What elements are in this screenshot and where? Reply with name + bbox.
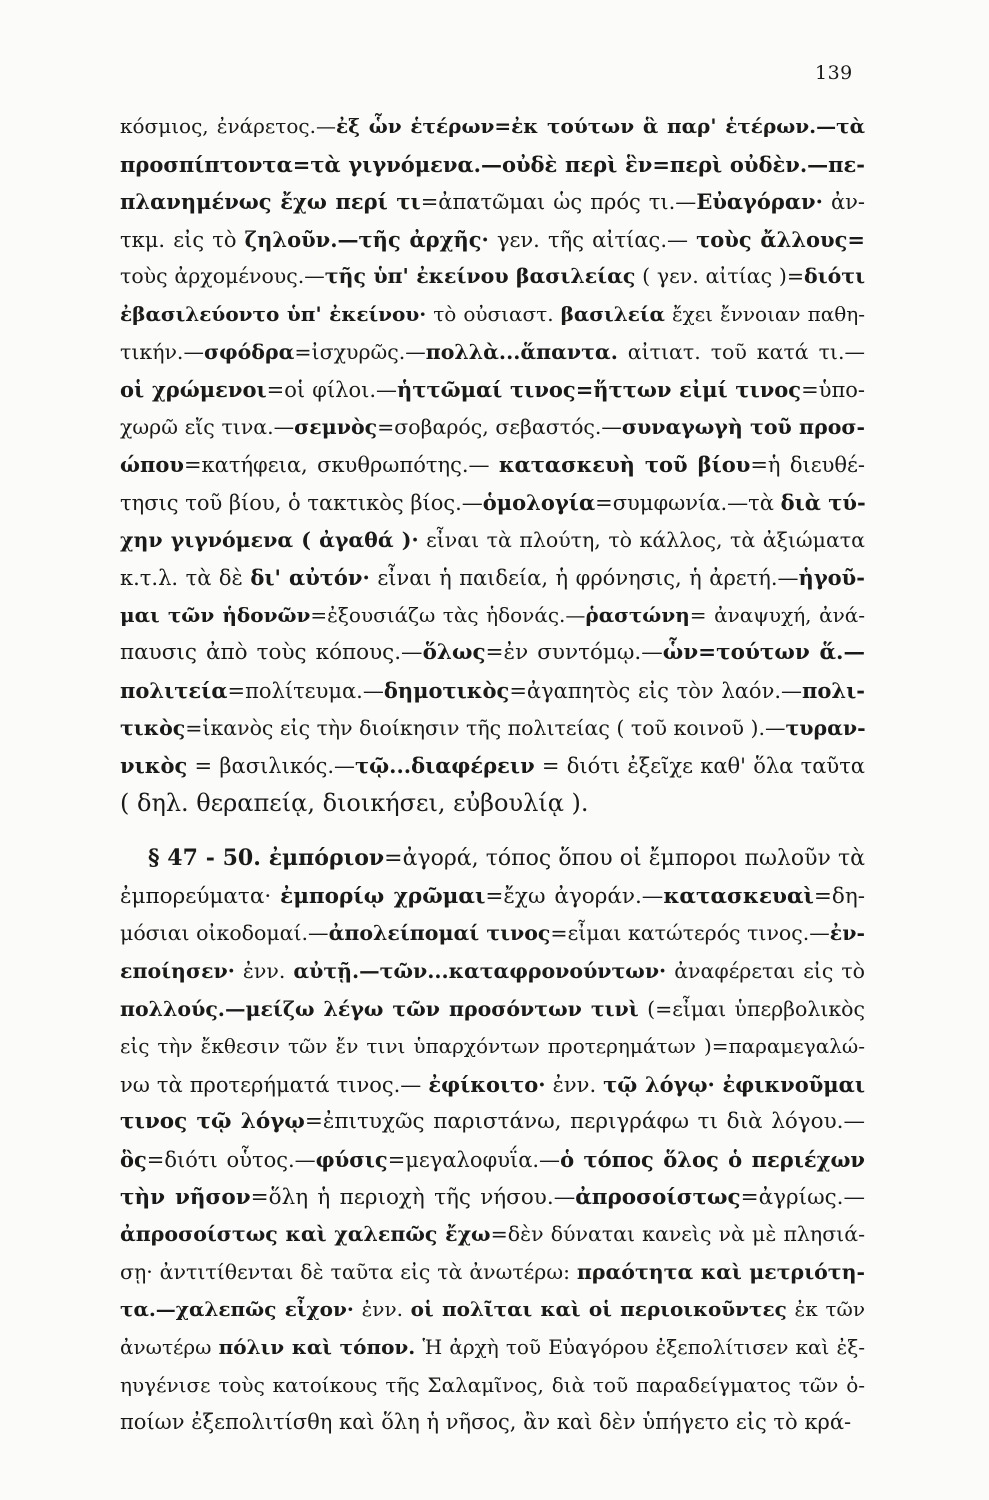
text-line — [120, 785, 865, 823]
text-line — [120, 484, 865, 522]
gloss-text: =ἀγρίως.— — [740, 1184, 865, 1210]
text-line — [120, 1141, 865, 1179]
bold-term: Εὐαγόραν· — [696, 189, 823, 215]
bold-term: τῷ λόγῳ· ἐφικνοῦμαι — [603, 1071, 866, 1097]
bold-term: διότι — [804, 264, 865, 289]
bold-term: βασιλεία — [560, 301, 665, 326]
bold-term: ἐβασιλεύοντο ὑπ' ἐκείνου· — [120, 301, 427, 326]
bold-term: δι' αὐτόν· — [250, 565, 370, 591]
gloss-text: χωρῶ εἴς τινα.— — [120, 414, 295, 439]
text-line — [120, 221, 865, 259]
text-line — [120, 710, 865, 748]
bold-term: οἱ πολῖται καὶ οἱ περιοικοῦντες — [410, 1297, 787, 1322]
text-line — [120, 991, 865, 1029]
text-line — [120, 672, 865, 710]
bold-term: χην γιγνόμενα ( ἀγαθά )· — [120, 527, 419, 552]
gloss-text: ἐνν. — [353, 1297, 411, 1322]
bold-term: πλανημένως ἔχω περί τι — [120, 189, 421, 215]
text-line — [120, 597, 865, 635]
bold-term: σεμνὸς — [294, 414, 378, 439]
paragraph-1 — [120, 108, 865, 822]
gloss-text: κόσμιος, ἐνάρετος.— — [120, 114, 336, 138]
gloss-text: εἶναι ἡ παιδεία, ἡ φρόνησις, ἡ ἀρετή.— — [369, 566, 799, 591]
bold-term: ώπου — [120, 452, 184, 478]
gloss-text: μόσιαι οἰκοδομαί.— — [120, 921, 329, 946]
gloss-text: =πολίτευμα.— — [227, 678, 384, 703]
text-line — [120, 1329, 865, 1367]
gloss-text: παυσις ἀπὸ τοὺς κόπους.— — [120, 640, 423, 666]
bold-term: πολι- — [802, 677, 865, 703]
bold-term: ὃς — [120, 1147, 147, 1173]
gloss-text: ἐνν. — [545, 1072, 604, 1097]
gloss-text: (=εἶμαι ὑπερβολικὸς — [638, 996, 865, 1021]
gloss-text: =σοβαρός, σεβαστός.— — [377, 414, 622, 439]
gloss-text: ( δηλ. θεραπείᾳ, διοικήσει, εὐβουλίᾳ ). — [120, 788, 589, 817]
gloss-text: νω τὰ προτερήματά τινος.— — [120, 1072, 429, 1097]
bold-term: συναγωγὴ τοῦ προσ- — [621, 414, 865, 439]
gloss-text: κ.τ.λ. τὰ δὲ — [120, 566, 251, 591]
bold-term: νικὸς — [120, 753, 188, 779]
bold-term: πολιτεία — [120, 677, 228, 703]
gloss-text: =δη- — [813, 883, 865, 909]
bold-term: αὐτῇ.—τῶν...καταφρονούντων· — [293, 959, 667, 984]
gloss-text: = διότι ἐξεῖχε καθ' ὅλα ταῦτα — [534, 754, 865, 779]
bold-term: ἐμπορίῳ χρῶμαι — [280, 883, 486, 909]
bold-term: δημοτικὸς — [383, 677, 510, 703]
text-line — [120, 953, 865, 991]
bold-term: τικὸς — [120, 715, 186, 740]
text-line — [120, 446, 865, 484]
bold-term: εποίησεν· — [120, 959, 235, 984]
bold-term: τα.—χαλεπῶς εἶχον· — [120, 1297, 354, 1322]
text-line — [120, 1028, 865, 1066]
bold-term: πραότητα καὶ μετριότη- — [576, 1259, 865, 1284]
gloss-text: =ὅλη ἡ περιοχὴ τῆς νήσου.— — [250, 1184, 576, 1210]
bold-term: μαι τῶν ἡδονῶν — [120, 602, 311, 627]
text-line — [120, 1066, 865, 1104]
bold-term: οἱ χρώμενοι — [120, 377, 267, 403]
text-line — [120, 146, 865, 184]
gloss-text: =οἱ φίλοι.— — [266, 378, 398, 403]
gloss-text: =δὲν δύναται κανεὶς νὰ μὲ πλησιά- — [490, 1222, 865, 1247]
text-line — [120, 915, 865, 953]
text-line — [120, 1367, 865, 1405]
gloss-text: σῃ· ἀντιτίθενται δὲ ταῦτα εἰς τὰ ἀνωτέρω: — [120, 1259, 577, 1284]
gloss-text: ἐκ τῶν — [786, 1297, 865, 1322]
gloss-text: =ἐξουσιάζω τὰς ἡδονάς.— — [310, 602, 586, 627]
bold-term: τινος τῷ λόγῳ — [120, 1109, 305, 1135]
gloss-text: =ἡ διευθέ- — [750, 453, 865, 478]
text-line — [120, 1291, 865, 1329]
gloss-text: ἔχει ἔννοιαν παθη- — [664, 301, 866, 326]
gloss-text: =εἶμαι κατώτερός τινος.— — [550, 921, 830, 946]
gloss-text: =ἀγορά, τόπος ὅπου οἱ ἔμποροι πωλοῦν τὰ — [384, 846, 865, 872]
text-line — [120, 1216, 865, 1254]
gloss-text: τησις τοῦ βίου, ὁ τακτικὸς βίος.— — [120, 490, 483, 515]
bold-term: § 47 - 50. — [148, 845, 269, 872]
gloss-text: =ἔχω ἀγοράν.— — [485, 883, 664, 909]
bold-term: τοὺς ἄλλους= — [696, 226, 866, 252]
bold-term: διὰ τύ- — [780, 489, 866, 515]
bold-term: ζηλοῦν.—τῆς ἀρχῆς· — [244, 226, 489, 252]
gloss-text: =ὑπο- — [801, 378, 865, 403]
text-line — [120, 1254, 865, 1292]
bold-term: πολλούς.—μείζω λέγω τῶν προσόντων τινὶ — [120, 996, 639, 1021]
body-text — [120, 108, 865, 1442]
bold-term: ἐξ ὧν ἑτέρων=ἐκ τούτων ἃ παρ' ἑτέρων.—τὰ — [335, 114, 865, 138]
gloss-text: =ἀγαπητὸς εἰς τὸν λαόν.— — [509, 678, 803, 703]
text-line — [120, 1404, 865, 1442]
text-line — [120, 183, 865, 221]
gloss-text: ( γεν. αἰτίας )= — [635, 264, 805, 289]
text-line — [120, 1179, 865, 1217]
gloss-text: ἀναφέρεται εἰς τὸ — [666, 959, 865, 984]
text-line — [120, 634, 865, 672]
gloss-text: ποίων ἐξεπολιτίσθη καὶ ὅλη ἡ νῆσος, ἂν καὶ δὲν ὑπήγετο εἰς τὸ κρά- — [120, 1410, 852, 1435]
bold-term: ἀπροσοίστως — [575, 1184, 741, 1210]
bold-term: σφόδρα — [203, 339, 295, 364]
bold-term: ἡγοῦ- — [798, 565, 865, 591]
gloss-text: =κατήφεια, σκυθρωπότης.— — [183, 453, 499, 478]
text-line — [120, 1103, 865, 1141]
gloss-text: =διότι οὗτος.— — [146, 1148, 316, 1173]
gloss-text: =ἱκανὸς εἰς τὴν διοίκησιν τῆς πολιτείας ( τοῦ κοινοῦ ).— — [185, 715, 786, 740]
bold-term: πόλιν καὶ τόπον. — [218, 1335, 416, 1359]
gloss-text: =ἐν συντόμῳ.— — [485, 640, 663, 666]
page-number: 139 — [815, 62, 853, 84]
bold-term: κατασκευαὶ — [663, 883, 814, 909]
gloss-text: ἐμπορεύματα· — [120, 883, 281, 909]
gloss-text: γεν. τῆς αἰτίας.— — [488, 227, 697, 252]
bold-term: τῷ...διαφέρειν — [355, 753, 535, 779]
gloss-text: εἰς τὴν ἔκθεσιν τῶν ἔν τινι ὑπαρχόντων προτερημάτων )=παραμεγαλώ- — [120, 1034, 865, 1059]
gloss-text: Ἡ ἀρχὴ τοῦ Εὐαγόρου ἐξεπολίτισεν καὶ ἐξ- — [415, 1335, 866, 1359]
text-line — [120, 334, 865, 372]
text-line — [120, 522, 865, 560]
paragraph-2 — [120, 840, 865, 1442]
text-line — [120, 296, 865, 334]
gloss-text: = βασιλικός.— — [187, 754, 356, 779]
gloss-text: ἐνν. — [234, 959, 294, 984]
bold-term: προσπίπτοντα=τὰ γιγνόμενα.—οὐδὲ περὶ ἓν=περὶ οὐδὲν.—πε- — [120, 151, 865, 177]
bold-term: ὅλως — [422, 640, 486, 666]
bold-term: ἡττῶμαί τινος=ἥττων εἰμί τινος — [397, 377, 802, 403]
gloss-text: ἀν- — [822, 190, 866, 215]
gloss-text: εἶναι τὰ πλούτη, τὸ κάλλος, τὰ ἀξιώματα — [418, 527, 865, 552]
bold-term: φύσις — [315, 1147, 388, 1173]
bold-term: κατασκευὴ τοῦ βίου — [498, 452, 751, 478]
bold-term: τὴν νῆσον — [120, 1184, 251, 1210]
gloss-text: τικήν.— — [120, 339, 204, 364]
bold-term: ὁμολογία — [482, 489, 596, 515]
text-line — [120, 840, 865, 878]
gloss-text: =ἰσχυρῶς.— — [294, 339, 426, 364]
bold-term: ἐν- — [829, 921, 865, 946]
bold-term: τῆς ὑπ' ἐκείνου βασιλείας — [324, 264, 636, 289]
gloss-text: =μεγαλοφυΐα.— — [387, 1148, 561, 1173]
gloss-text: τοὺς ἀρχομένους.— — [120, 264, 325, 289]
gloss-text: ηυγένισε τοὺς κατοίκους τῆς Σαλαμῖνος, διὰ τοῦ παραδείγματος τῶν ὁ- — [120, 1372, 865, 1397]
gloss-text: ἀνωτέρω — [120, 1335, 219, 1359]
gloss-text: αἰτιατ. τοῦ κατά τι.— — [617, 339, 865, 364]
text-line — [120, 108, 865, 146]
bold-term: τυραν- — [785, 715, 866, 740]
bold-term: ῥαστώνη — [585, 602, 690, 627]
bold-term: ἐμπόριον — [268, 845, 385, 872]
bold-term: πολλὰ...ἅπαντα. — [425, 339, 618, 364]
gloss-text: τὸ οὐσιαστ. — [426, 301, 561, 326]
text-line — [120, 371, 865, 409]
text-line — [120, 878, 865, 916]
text-line — [120, 258, 865, 296]
gloss-text: τκμ. εἰς τὸ — [120, 227, 245, 252]
bold-term: ἀπροσοίστως καὶ χαλεπῶς ἔχω — [120, 1222, 491, 1247]
bold-term: ἀπολείπομαί τινος — [328, 921, 551, 946]
bold-term: ἐφίκοιτο· — [428, 1071, 546, 1097]
text-line — [120, 409, 865, 447]
bold-term: ὁ τόπος ὅλος ὁ περιέχων — [560, 1147, 866, 1173]
text-line — [120, 559, 865, 597]
text-line — [120, 747, 865, 785]
gloss-text: = ἀναψυχή, ἀνά- — [689, 602, 866, 627]
gloss-text: =ἐπιτυχῶς παριστάνω, περιγράφω τι διὰ λόγου.— — [304, 1109, 865, 1135]
gloss-text: =συμφωνία.—τὰ — [595, 490, 781, 515]
bold-term: ὧν=τούτων ἅ.— — [662, 640, 865, 666]
gloss-text: =ἀπατῶμαι ὡς πρός τι.— — [420, 190, 697, 215]
